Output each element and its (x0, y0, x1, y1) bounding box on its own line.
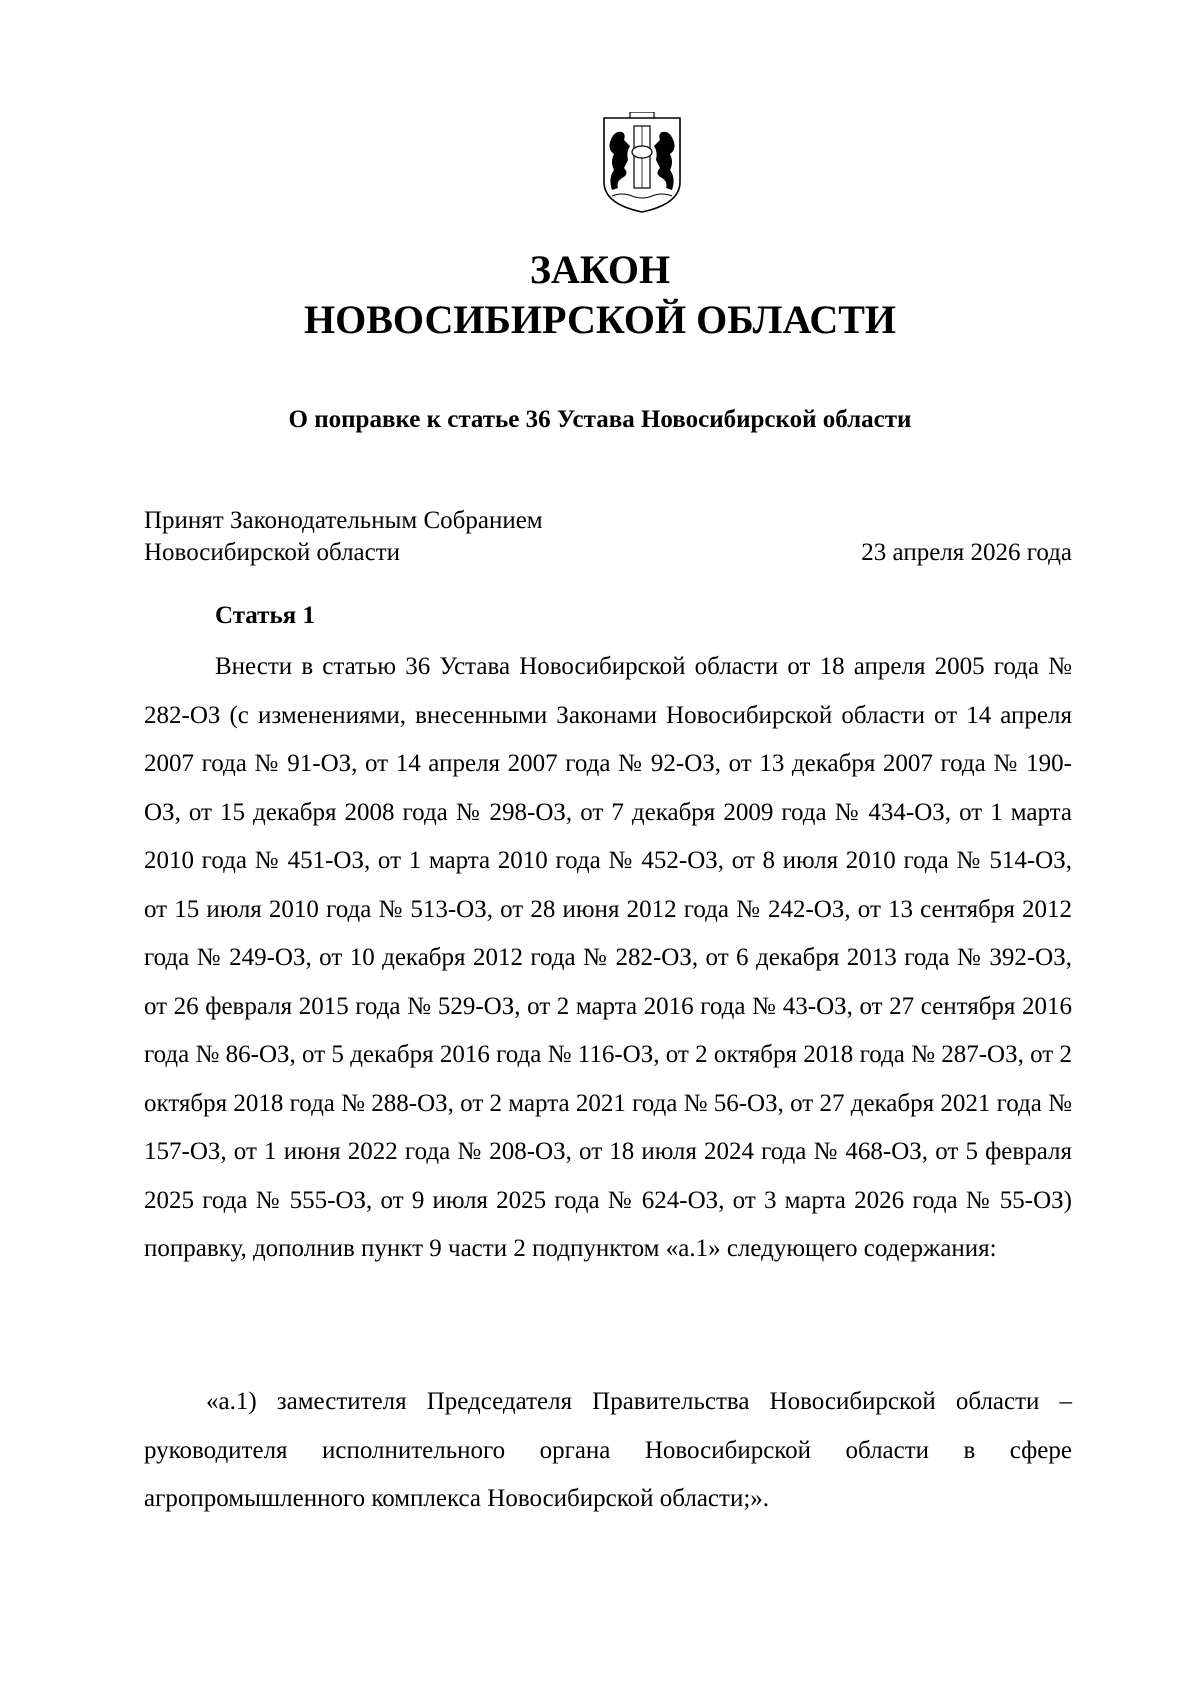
adopted-by-line1: Принят Законодательным Собранием (144, 507, 543, 534)
adopted-by-line2: Новосибирской области (144, 539, 401, 566)
article-1-text: Внести в статью 36 Устава Новосибирской области от 18 апреля 2005 года № 282-ОЗ (с изменениями, внесенными Законами Новосибирской области от 14 апреля 2007 года № 91-ОЗ, от 14 апреля 2007 года № 92-ОЗ, от 13 декабря 2007 года № 190-ОЗ, от 15 декабря 2008 года № 298-ОЗ, от 7 декабря 2009 года № 434-ОЗ, от 1 марта 2010 года № 451-ОЗ, от 1 марта 2010 года № 452-ОЗ, от 8 июля 2010 года № 514-ОЗ, от 15 июля 2010 года № 513-ОЗ, от 28 июня 2012 года № 242-ОЗ, от 13 сентября 2012 года № 249-ОЗ, от 10 декабря 2012 года № 282-ОЗ, от 6 декабря 2013 года № 392-ОЗ, от 26 февраля 2015 года № 529-ОЗ, от 2 марта 2016 года № 43-ОЗ, от 27 сентября 2016 года № 86-ОЗ, от 5 декабря 2016 года № 116-ОЗ, от 2 октября 2018 года № 287-ОЗ, от 2 октября 2018 года № 288-ОЗ, от 2 марта 2021 года № 56-ОЗ, от 27 декабря 2021 года № 157-ОЗ, от 1 июня 2022 года № 208-ОЗ, от 18 июля 2024 года № 468-ОЗ, от 5 февраля 2025 года № 555-ОЗ, от 9 июля 2025 года № 624-ОЗ, от 3 марта 2026 года № 55-ОЗ) поправку, дополнив пункт 9 части 2 подпунктом «а.1» следующего содержания: (144, 653, 1072, 1262)
document-subtitle: О поправке к статье 36 Устава Новосибирской области (288, 406, 912, 433)
adoption-date: 23 апреля 2026 года (861, 539, 1072, 566)
coat-of-arms-icon (600, 112, 684, 216)
title-line-law: ЗАКОН (529, 247, 671, 292)
amendment-quote: «а.1) заместителя Председателя Правительства Новосибирской области – руководителя исполнительного органа Новосибирской области в сфере агропромышленного комплекса Новосибирской области;». (144, 1388, 1072, 1512)
adoption-block (144, 505, 1072, 569)
article-1-heading: Статья 1 (215, 602, 315, 629)
title-line-region: НОВОСИБИРСКОЙ ОБЛАСТИ (303, 297, 897, 342)
document-title (0, 245, 1200, 345)
